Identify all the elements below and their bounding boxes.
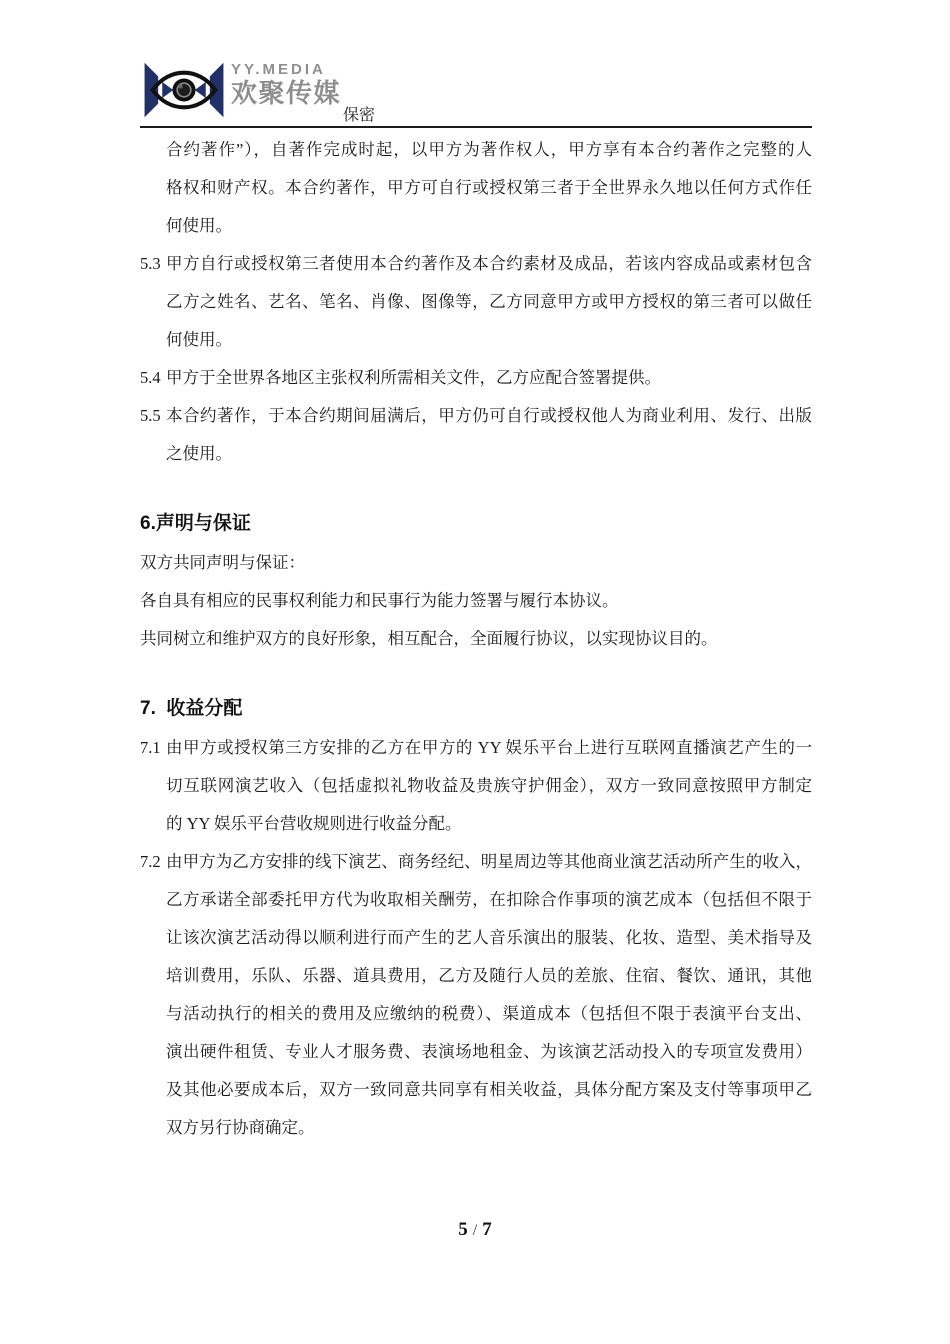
text-line: 各自具有相应的民事权利能力和民事行为能力签署与履行本协议。 bbox=[140, 591, 619, 610]
paragraph bbox=[140, 620, 812, 658]
section-number: 7.2 bbox=[140, 852, 161, 871]
text-line: 格权和财产权。本合约著作，甲方可自行或授权第三者于全世界永久地以任何方式作任 bbox=[166, 178, 812, 197]
paragraph bbox=[140, 245, 812, 359]
text-line: 演出硬件租赁、专业人才服务费、表演场地租金、为该演艺活动投入的专项宣发费用） bbox=[166, 1042, 812, 1061]
text-line: 何使用。 bbox=[166, 216, 232, 235]
text-line: 由甲方或授权第三方安排的乙方在甲方的 YY 娱乐平台上进行互联网直播演艺产生的一 bbox=[166, 738, 812, 757]
text-line: 的 YY 娱乐平台营收规则进行收益分配。 bbox=[166, 814, 462, 833]
page-number-total: 7 bbox=[482, 1219, 492, 1240]
page-footer bbox=[0, 1219, 950, 1241]
text-line: 双方共同声明与保证： bbox=[140, 553, 305, 572]
text-line: 本合约著作，于本合约期间届满后，甲方仍可自行或授权他人为商业利用、发行、出版 bbox=[166, 406, 812, 425]
page-number-separator: / bbox=[472, 1222, 478, 1239]
text-line: 合约著作”），自著作完成时起，以甲方为著作权人，甲方享有本合约著作之完整的人 bbox=[166, 140, 812, 159]
page-number-current: 5 bbox=[458, 1219, 468, 1240]
text-line: 何使用。 bbox=[166, 330, 232, 349]
section-number: 5.5 bbox=[140, 406, 161, 425]
text-line: 切互联网演艺收入（包括虚拟礼物收益及贵族守护佣金），双方一致同意按照甲方制定 bbox=[166, 776, 812, 795]
paragraph bbox=[140, 544, 812, 582]
paragraph bbox=[140, 729, 812, 843]
brand-name-cn: 欢聚传媒 bbox=[231, 78, 342, 108]
text-line: 之使用。 bbox=[166, 444, 232, 463]
text-line: 培训费用，乐队、乐器、道具费用，乙方及随行人员的差旅、住宿、餐饮、通讯，其他 bbox=[166, 966, 812, 985]
paragraph bbox=[140, 397, 812, 473]
paragraph bbox=[140, 359, 812, 397]
yy-media-logo-icon bbox=[142, 56, 226, 124]
paragraph bbox=[140, 131, 812, 245]
confidential-label: 保密 bbox=[343, 107, 376, 124]
text-line: 让该次演艺活动得以顺利进行而产生的艺人音乐演出的服装、化妆、造型、美术指导及 bbox=[166, 928, 812, 947]
section-heading bbox=[140, 504, 812, 544]
text-line: 由甲方为乙方安排的线下演艺、商务经纪、明星周边等其他商业演艺活动所产生的收入， bbox=[166, 852, 812, 871]
text-line: 共同树立和维护双方的良好形象，相互配合，全面履行协议，以实现协议目的。 bbox=[140, 629, 718, 648]
text-line: 乙方承诺全部委托甲方代为收取相关酬劳，在扣除合作事项的演艺成本（包括但不限于 bbox=[166, 890, 812, 909]
header-divider bbox=[140, 126, 812, 128]
text-line: 乙方之姓名、艺名、笔名、肖像、图像等，乙方同意甲方或甲方授权的第三者可以做任 bbox=[166, 292, 812, 311]
text-line: 及其他必要成本后，双方一致同意共同享有相关收益，具体分配方案及支付等事项甲乙 bbox=[166, 1080, 812, 1099]
paragraph bbox=[140, 843, 812, 1147]
brand-name-en: YY.MEDIA bbox=[231, 61, 326, 78]
text-line: 6.声明与保证 bbox=[140, 513, 251, 534]
text-line: 7. 收益分配 bbox=[140, 698, 243, 719]
paragraph bbox=[140, 582, 812, 620]
text-line: 甲方于全世界各地区主张权利所需相关文件，乙方应配合签署提供。 bbox=[166, 368, 661, 387]
section-number: 5.3 bbox=[140, 254, 161, 273]
text-line: 与活动执行的相关的费用及应缴纳的税费）、渠道成本（包括但不限于表演平台支出、 bbox=[166, 1004, 812, 1023]
document-body bbox=[140, 131, 812, 1147]
text-line: 双方另行协商确定。 bbox=[166, 1118, 315, 1137]
text-line: 甲方自行或授权第三者使用本合约著作及本合约素材及成品，若该内容成品或素材包含 bbox=[166, 254, 812, 273]
section-number: 7.1 bbox=[140, 738, 161, 757]
section-heading bbox=[140, 689, 812, 729]
section-number: 5.4 bbox=[140, 368, 161, 387]
brand-text bbox=[231, 62, 341, 106]
